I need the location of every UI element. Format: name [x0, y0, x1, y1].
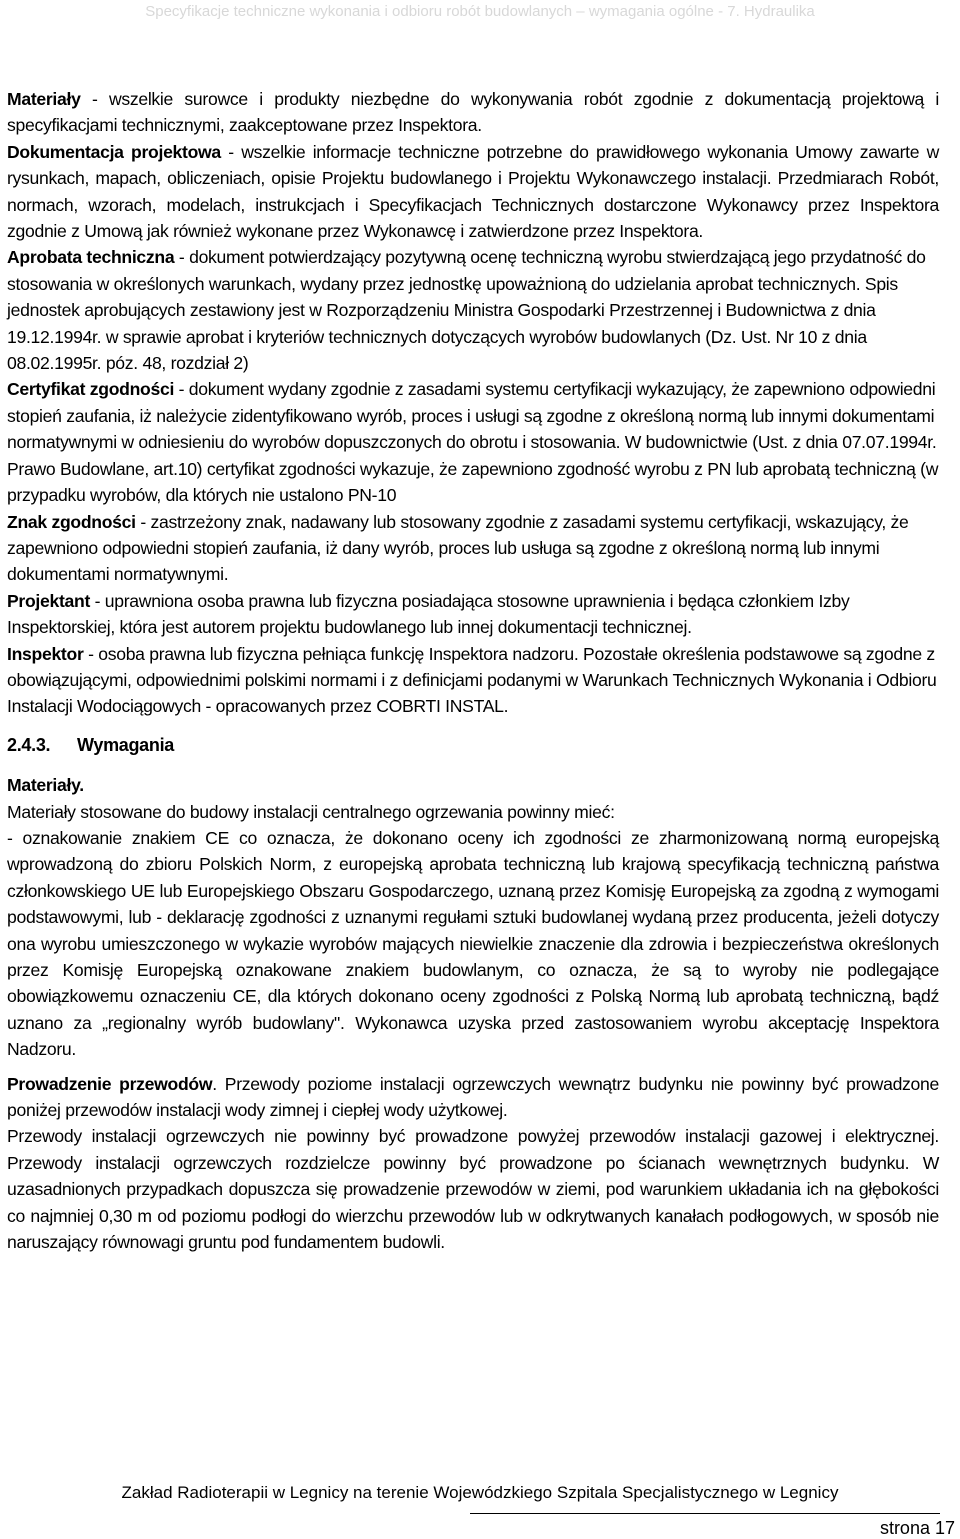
- pipes-paragraph-2: Przewody instalacji ogrzewczych nie powinny być prowadzone powyżej przewodów instalacji gazowej i elektrycznej. Przewody instalacji ogrzewczych rozdzielcze powinny być prowadzone po ścianach wewnętrznych budynku. W uzasadnionych przypadkach dopuszcza się prowadzenie przewodów w ziemi, pod warunkiem układania ich na głębokości co najmniej 0,30 m od poziomu podłogi do wierzchu przewodów lub w odkrytwanych kanałach podłogowych, w sposób nie naruszający równowagi gruntu pod fundamentem budowli.: [7, 1126, 939, 1253]
- materials-body: - oznakowanie znakiem CE co oznacza, że dokonano oceny ich zgodności ze zharmonizowaną normą europejską wprowadzoną do zbioru Polskich Norm, z europejską aprobata techniczną lub krajową specyfikacją techniczną państwa członkowskiego UE lub Europejskiego Obszaru Gospodarczego, uznaną przez Komisję Europejską za zgodną z wymogami podstawowymi, lub - deklarację zgodności z uznanymi regułami sztuki budowlanej wydaną przez producenta, jeżeli dotyczy ona wyrobu umieszczonego w wykazie wyrobów mających niewielkie znaczenie dla zdrowia i bezpieczeństwa określonych przez Komisję Europejską oznakowane znakiem budowlanym, co oznacza, że są to wyroby nie podlegające obowiązkowemu oznaczeniu CE, dla których dokonano oceny zgodności z Polską Normą lub aprobatą techniczną, bądź uznano za „regionalny wyrób budowlany". Wykonawca uzyska przed zastosowaniem wyrobu akceptację Inspektora Nadzoru.: [7, 827, 939, 1060]
- document-body: [7, 86, 939, 1255]
- section-heading: [7, 732, 939, 758]
- definition-term: Znak zgodności: [7, 511, 136, 532]
- definition-term: Dokumentacja projektowa: [7, 141, 221, 162]
- section-number: 2.4.3.: [7, 734, 51, 755]
- pipes-text: . Przewody poziome instalacji ogrzewczych wewnątrz budynku nie powinny być prowadzone poniżej przewodów instalacji wody zimnej i ciepłej wody użytkowej.: [7, 1073, 940, 1121]
- materials-heading: Materiały.: [7, 775, 84, 796]
- definition-projektant: [7, 588, 939, 641]
- page-number: strona 17: [879, 1518, 955, 1538]
- section-title: Wymagania: [77, 734, 175, 755]
- definition-term: Certyfikat zgodności: [7, 379, 175, 400]
- definition-text: - dokument potwierdzający pozytywną ocenę techniczną wyrobu stwierdzającą jego przydatność do stosowania w określonych warunkach, wydany przez jednostkę upoważnioną do udzielania aprobat technicznych. Spis jednostek aprobujących zestawiony jest w Rozporządzeniu Ministra Gospodarki Przestrzennej i Budownictwa z dnia 19.12.1994r. w sprawie aprobat i kryteriów technicznych dotyczących wyrobów budowlanych (Dz. Ust. Nr 10 z dnia 08.02.1995r. póz. 48, rozdział 2): [7, 247, 926, 374]
- definition-term: Projektant: [7, 590, 91, 611]
- definition-text: - uprawniona osoba prawna lub fizyczna posiadająca stosowne uprawnienia i będąca członkiem Izby Inspektorskiej, która jest autorem projektu budowlanego lub innej dokumentacji technicznej.: [7, 590, 850, 638]
- definition-materialy: [7, 86, 939, 139]
- materials-intro: Materiały stosowane do budowy instalacji centralnego ogrzewania powinny mieć:: [7, 801, 615, 822]
- definition-text: - dokument wydany zgodnie z zasadami systemu certyfikacji wykazujący, że zapewniono odpowiedni stopień zaufania, iż należycie zidentyfikowano wyrób, proces i usługi są zgodne z określoną normą lub innymi dokumentami normatywnymi w odniesieniu do wyrobów dopuszczonych do obrotu i stosowania. W budownictwie (Ust. z dnia 07.07.1994r. Prawo Budowlane, art.10) certyfikat zgodności wykazuje, że zapewniono zgodność wyrobu z PN lub aprobatą techniczną (w przypadku wyrobów, dla których nie ustalono PN-10: [7, 379, 939, 506]
- definition-term: Inspektor: [7, 643, 84, 664]
- definition-inspektor: [7, 641, 939, 720]
- definition-term: Aprobata techniczna: [7, 247, 175, 268]
- definition-znak-zgodnosci: [7, 509, 939, 588]
- running-header: Specyfikacje techniczne wykonania i odbioru robót budowlanych – wymagania ogólne - 7. Hydraulika: [145, 3, 815, 20]
- definition-text: - wszelkie surowce i produkty niezbędne do wykonywania robót zgodnie z dokumentacją projektową i specyfikacjami technicznymi, zaakceptowane przez Inspektora.: [7, 89, 939, 136]
- definition-certyfikat-zgodnosci: [7, 376, 939, 508]
- definition-dokumentacja-projektowa: [7, 139, 939, 245]
- definition-aprobata-techniczna: [7, 244, 939, 376]
- definition-text: - zastrzeżony znak, nadawany lub stosowany zgodnie z zasadami systemu certyfikacji, wskazujący, że zapewniono odpowiedni stopień zaufania, iż dany wyrób, proces lub usługa są zgodne z określoną normą lub innymi dokumentami normatywnymi.: [7, 511, 909, 585]
- footer-divider: [470, 1513, 940, 1514]
- definition-text: - osoba prawna lub fizyczna pełniąca funkcję Inspektora nadzoru. Pozostałe określenia podstawowe są zgodne z obowiązującymi, odpowiednimi polskimi normami i z definicjami podanymi w Warunkach Technicznych Wykonania i Odbioru Instalacji Wodociągowych - opracowanych przez COBRTI INSTAL.: [7, 643, 937, 717]
- pipes-paragraph: [7, 1071, 939, 1124]
- pipes-term: Prowadzenie przewodów: [7, 1073, 213, 1094]
- footer-institution: Zakład Radioterapii w Legnicy na terenie Wojewódzkiego Szpitala Specjalistycznego w Legnicy: [121, 1483, 839, 1502]
- definition-term: Materiały: [7, 89, 81, 109]
- definition-text: - wszelkie informacje techniczne potrzebne do prawidłowego wykonania Umowy zawarte w rysunkach, mapach, obliczeniach, opisie Projektu budowlanego i Projektu Wykonawczego instalacji. Przedmiarach Robót, normach, wzorach, modelach, instrukcjach i Specyfikacjach Technicznych dostarczone Wykonawcy przez Inspektora zgodnie z Umową jak również wykonane przez Wykonawcę i zatwierdzone przez Inspektora.: [7, 141, 940, 242]
